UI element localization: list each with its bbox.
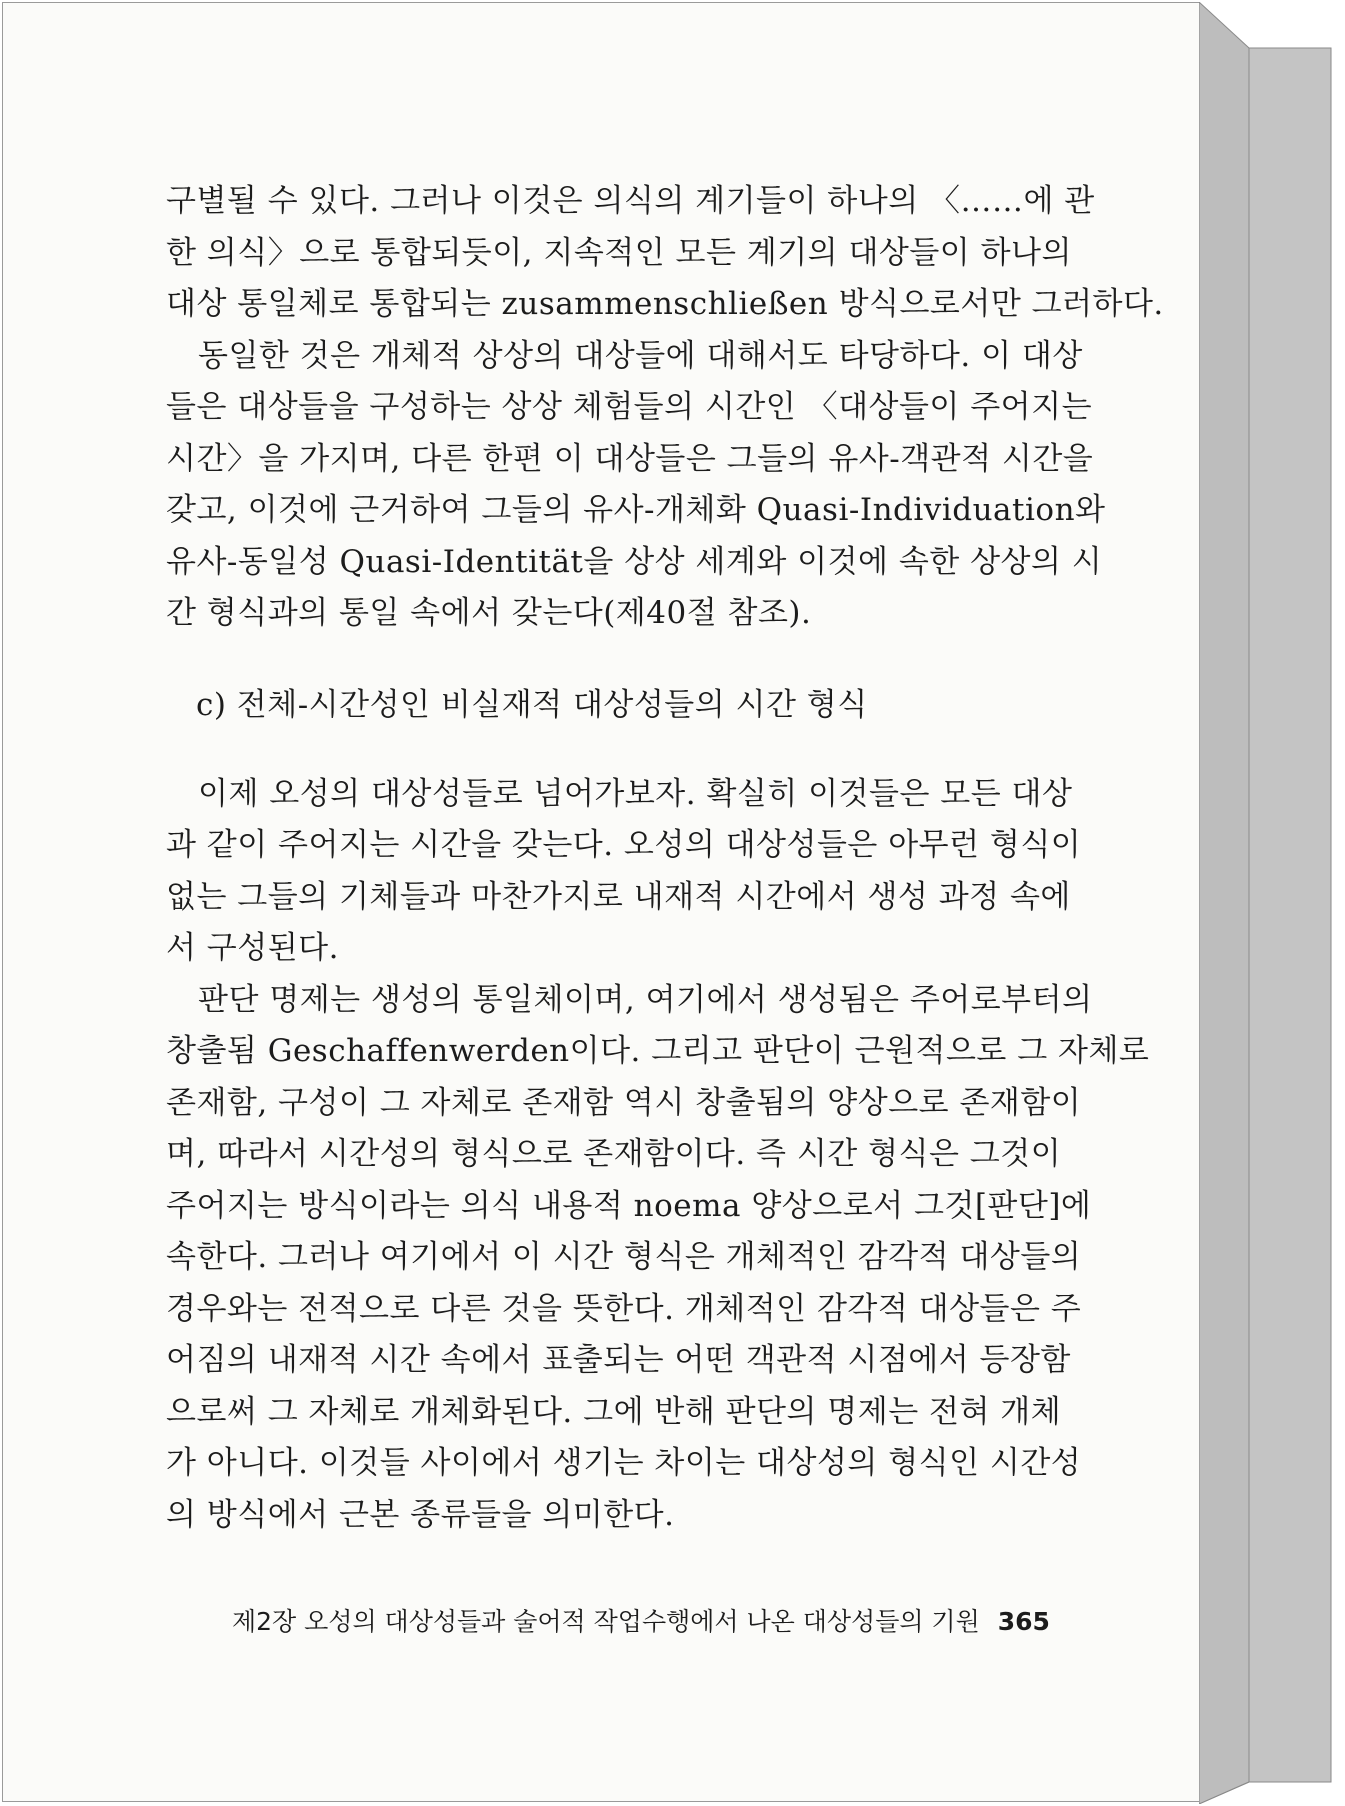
text-line: 어짐의 내재적 시간 속에서 표출되는 어떤 객관적 시점에서 등장함 (166, 1342, 1071, 1378)
text-line: 며, 따라서 시간성의 형식으로 존재함이다. 즉 시간 형식은 그것이 (166, 1136, 1062, 1172)
text-line: 속한다. 그러나 여기에서 이 시간 형식은 개체적인 감각적 대상들의 (166, 1239, 1082, 1275)
text-line: 한 의식〉으로 통합되듯이, 지속적인 모든 계기의 대상들이 하나의 (166, 234, 1072, 271)
text-line: 간 형식과의 통일 속에서 갖는다(제40절 참조). (166, 595, 812, 631)
page-body (166, 176, 1164, 1541)
running-footer (232, 1602, 1050, 1638)
paragraph-3 (166, 769, 1082, 975)
text-line: 으로써 그 자체로 개체화된다. 그에 반해 판단의 명제는 전혀 개체 (166, 1393, 1062, 1430)
text-line: 들은 대상들을 구성하는 상상 체험들의 시간인 〈대상들이 주어지는 (166, 389, 1093, 425)
paragraph-4 (166, 975, 1150, 1542)
text-line: 동일한 것은 개체적 상상의 대상들에 대해서도 타당하다. 이 대상 (198, 337, 1083, 374)
text-line: 가 아니다. 이것들 사이에서 생기는 차이는 대상성의 형식인 시간성 (166, 1445, 1082, 1481)
text-line: 대상 통일체로 통합되는 zusammenschließen 방식으로서만 그러하다. (166, 286, 1164, 322)
text-line: 구별될 수 있다. 그러나 이것은 의식의 계기들이 하나의 〈……에 관 (166, 183, 1095, 219)
text-line: 갖고, 이것에 근거하여 그들의 유사-개체화 Quasi-Individuation와 (166, 492, 1106, 528)
book-edge (1199, 2, 1345, 1804)
text-line: 과 같이 주어지는 시간을 갖는다. 오성의 대상성들은 아무런 형식이 (166, 827, 1082, 863)
chapter-title: 제2장 오성의 대상성들과 술어적 작업수행에서 나온 대상성들의 기원 (232, 1607, 980, 1636)
text-line: 없는 그들의 기체들과 마찬가지로 내재적 시간에서 생성 과정 속에 (166, 878, 1071, 915)
page-number: 365 (997, 1607, 1050, 1636)
text-line: 판단 명제는 생성의 통일체이며, 여기에서 생성됨은 주어로부터의 (198, 981, 1093, 1018)
paragraph-1 (166, 176, 1164, 331)
text-line: 경우와는 전적으로 다른 것을 뜻한다. 개체적인 감각적 대상들은 주 (166, 1290, 1082, 1327)
text-line: 의 방식에서 근본 종류들을 의미한다. (166, 1496, 675, 1533)
text-line: 존재함, 구성이 그 자체로 존재함 역시 창출됨의 양상으로 존재함이 (166, 1084, 1082, 1121)
text-line: 창출됨 Geschaffenwerden이다. 그리고 판단이 근원적으로 그 자체로 (166, 1033, 1150, 1069)
section-heading: c) 전체-시간성인 비실재적 대상성들의 시간 형식 (196, 686, 868, 723)
text-line: 유사-동일성 Quasi-Identität을 상상 세계와 이것에 속한 상상의 시 (166, 543, 1103, 580)
paragraph-2 (166, 331, 1106, 640)
text-line: 서 구성된다. (166, 930, 339, 966)
text-line: 이제 오성의 대상성들로 넘어가보자. 확실히 이것들은 모든 대상 (198, 775, 1073, 812)
text-line: 주어지는 방식이라는 의식 내용적 noema 양상으로서 그것[판단]에 (166, 1187, 1092, 1224)
text-line: 시간〉을 가지며, 다른 한편 이 대상들은 그들의 유사-객관적 시간을 (166, 440, 1094, 477)
book-edge-graphic (1199, 2, 1345, 1804)
